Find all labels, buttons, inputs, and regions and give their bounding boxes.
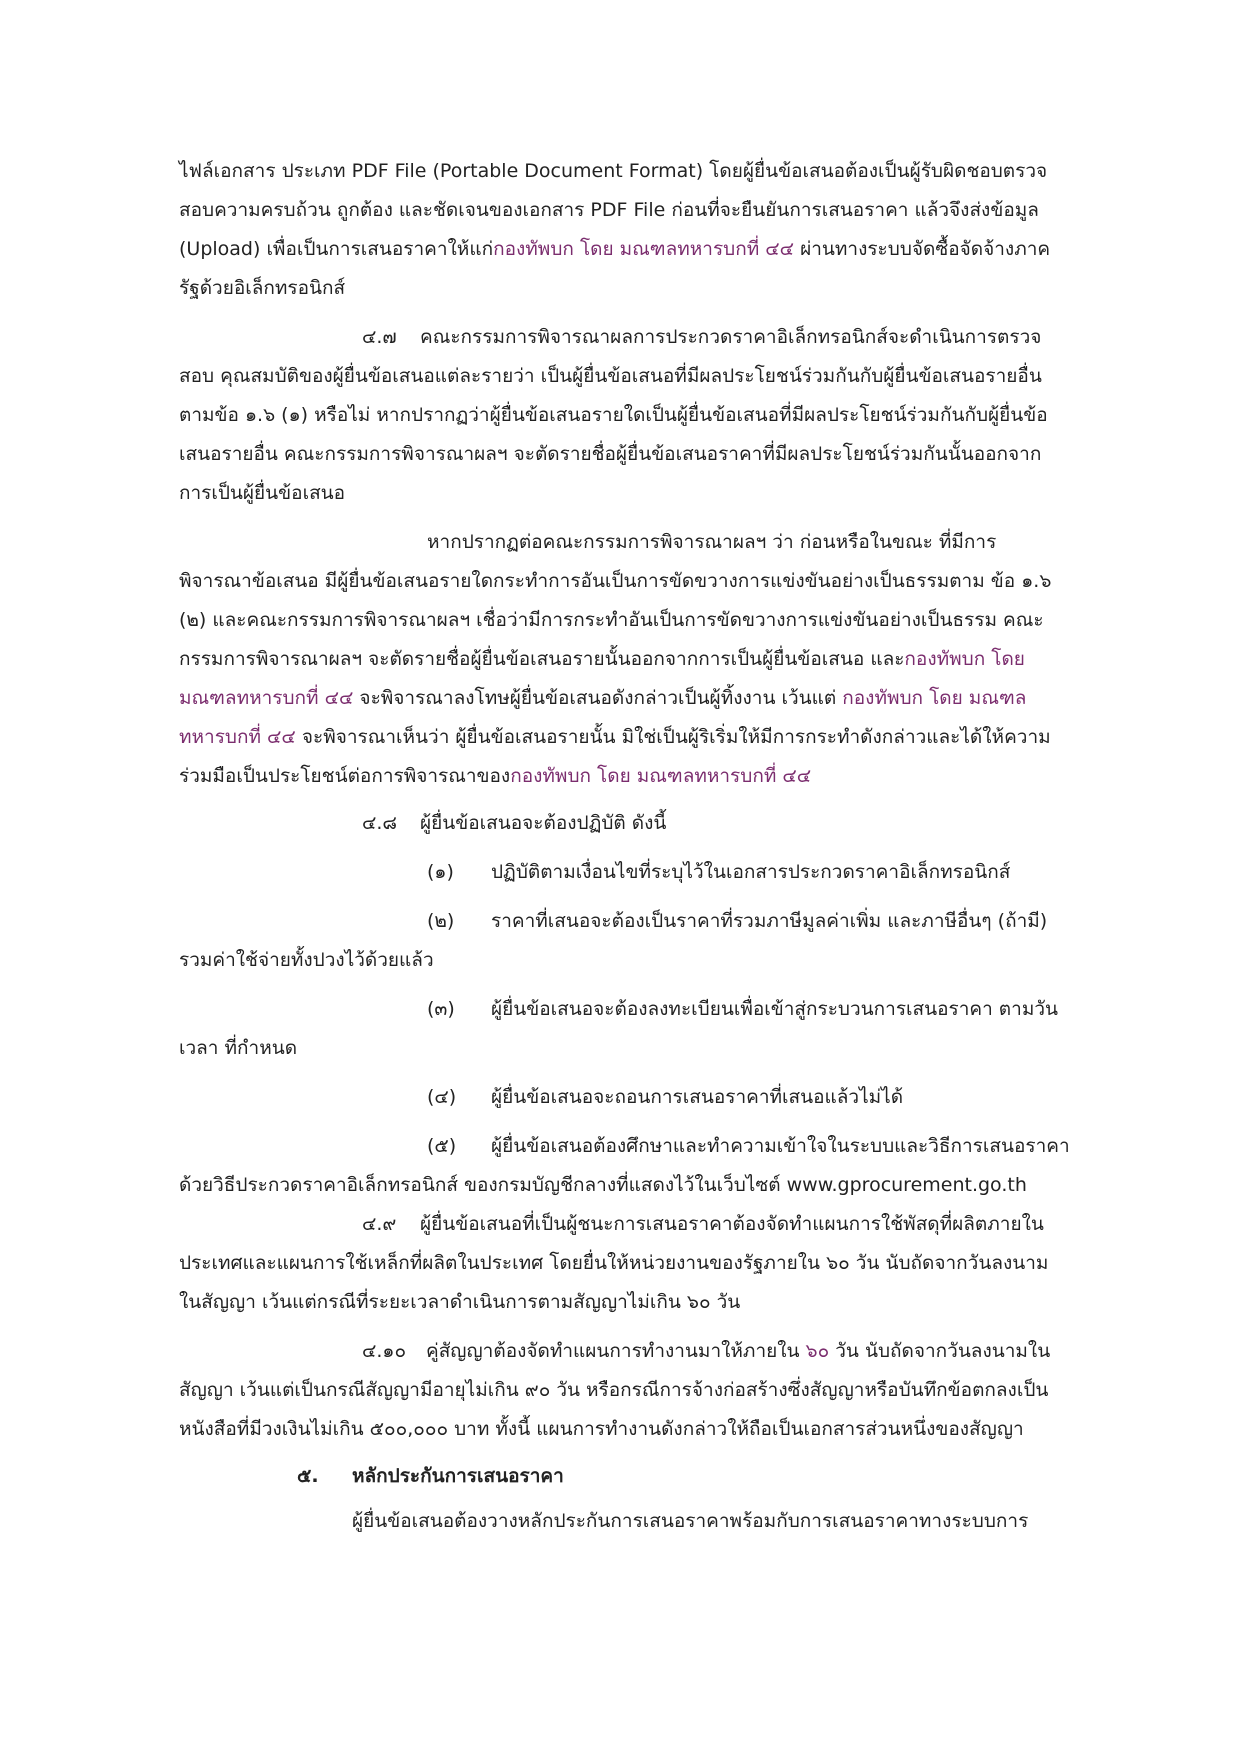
agency-name-highlight: มณฑลทหารบกที่ ๔๔	[179, 687, 354, 709]
list-item	[427, 994, 1107, 1024]
paragraph-line	[179, 644, 1099, 674]
list-item-continuation: ด้วยวิธีประกวดราคาอิเล็กทรอนิกส์ ของกรมบัญชีกลางที่แสดงไว้ในเว็บไซต์ www.gprocurement.go.th	[179, 1174, 1027, 1196]
paragraph-line: ตามข้อ ๑.๖ (๑) หรือไม่ หากปรากฏว่าผู้ยื่นข้อเสนอรายใดเป็นผู้ยื่นข้อเสนอที่มีผลประโยชน์ร่วมกันกับผู้ยื่นข้อ	[179, 404, 1048, 426]
clause-4-7-heading	[362, 322, 1102, 352]
list-item	[427, 857, 1107, 887]
paragraph-line	[179, 761, 1099, 791]
paragraph-line	[179, 234, 1099, 264]
paragraph-line: สอบ คุณสมบัติของผู้ยื่นข้อเสนอแต่ละรายว่า เป็นผู้ยื่นข้อเสนอที่มีผลประโยชน์ร่วมกันกับผู้ยื่นข้อเสนอรายอื่น	[179, 365, 1042, 387]
agency-name-highlight: กองทัพบก โดย	[904, 648, 1025, 670]
list-item-number: (๓)	[427, 998, 455, 1020]
paragraph-line: ผู้ยื่นข้อเสนอต้องวางหลักประกันการเสนอราคาพร้อมกับการเสนอราคาทางระบบการ	[352, 1510, 1029, 1532]
list-item-number: (๑)	[427, 861, 454, 883]
clause-number: ๔.๙	[362, 1213, 397, 1235]
clause-number: ๔.๘	[362, 812, 398, 834]
text-run: จะพิจารณาลงโทษผู้ยื่นข้อเสนอดังกล่าวเป็นผู้ทิ้งงาน เว้นแต่	[353, 687, 843, 709]
list-item-number: (๕)	[427, 1135, 457, 1157]
text-run: ร่วมมือเป็นประโยชน์ต่อการพิจารณาของ	[179, 765, 511, 787]
text-run: ผ่านทางระบบจัดซื้อจัดจ้างภาค	[794, 238, 1051, 260]
section-title: หลักประกันการเสนอราคา	[352, 1465, 564, 1487]
text-run: จะพิจารณาเห็นว่า ผู้ยื่นข้อเสนอรายนั้น มิใช่เป็นผู้ริเริ่มให้มีการกระทำดังกล่าวและได้ให้ความ	[295, 726, 1051, 748]
clause-4-8-heading	[362, 808, 1102, 838]
paragraph-line: รัฐด้วยอิเล็กทรอนิกส์	[179, 277, 346, 299]
text-run: วัน นับถัดจากวันลงนามใน	[829, 1340, 1051, 1362]
paragraph-line: หนังสือที่มีวงเงินไม่เกิน ๕๐๐,๐๐๐ บาท ทั้งนี้ แผนการทำงานดังกล่าวให้ถือเป็นเอกสารส่วนหนึ่งของสัญญา	[179, 1418, 1024, 1440]
list-item-text: ราคาที่เสนอจะต้องเป็นราคาที่รวมภาษีมูลค่าเพิ่ม และภาษีอื่นๆ (ถ้ามี)	[491, 910, 1048, 932]
clause-number: ๔.๑๐	[362, 1340, 407, 1362]
paragraph-line: สัญญา เว้นแต่เป็นกรณีสัญญามีอายุไม่เกิน ๙๐ วัน หรือกรณีการจ้างก่อสร้างซึ่งสัญญาหรือบันทึกข้อตกลงเป็น	[179, 1379, 1049, 1401]
paragraph-line: (๒) และคณะกรรมการพิจารณาผลฯ เชื่อว่ามีการกระทำอันเป็นการขัดขวางการแข่งขันอย่างเป็นธรรม คณะ	[179, 609, 1044, 631]
list-item-number: (๒)	[427, 910, 455, 932]
list-item	[427, 906, 1107, 936]
paragraph-line: พิจารณาข้อเสนอ มีผู้ยื่นข้อเสนอรายใดกระทำการอันเป็นการขัดขวางการแข่งขันอย่างเป็นธรรมตาม ข้อ ๑.๖	[179, 570, 1052, 592]
paragraph-line	[179, 722, 1099, 752]
list-item-text: ผู้ยื่นข้อเสนอต้องศึกษาและทำความเข้าใจในระบบและวิธีการเสนอราคา	[491, 1135, 1070, 1157]
section-5-heading	[297, 1461, 1097, 1491]
paragraph-line: ไฟล์เอกสาร ประเภท PDF File (Portable Document Format) โดยผู้ยื่นข้อเสนอต้องเป็นผู้รับผิดชอบตรวจ	[179, 160, 1048, 182]
clause-4-10-heading	[362, 1336, 1102, 1366]
paragraph-line: หากปรากฏต่อคณะกรรมการพิจารณาผลฯ ว่า ก่อนหรือในขณะ ที่มีการ	[427, 531, 997, 553]
text-run: ผู้ยื่นข้อเสนอจะต้องปฏิบัติ ดังนี้	[420, 812, 667, 834]
clause-4-9-heading	[362, 1209, 1102, 1239]
clause-number: ๔.๗	[362, 326, 397, 348]
list-item-continuation: เวลา ที่กำหนด	[179, 1037, 298, 1059]
text-run: ผู้ยื่นข้อเสนอที่เป็นผู้ชนะการเสนอราคาต้องจัดทำแผนการใช้พัสดุที่ผลิตภายใน	[420, 1213, 1044, 1235]
paragraph-line: เสนอรายอื่น คณะกรรมการพิจารณาผลฯ จะตัดรายชื่อผู้ยื่นข้อเสนอราคาที่มีผลประโยชน์ร่วมกันนั้นออกจาก	[179, 443, 1042, 465]
list-item-text: ปฏิบัติตามเงื่อนไขที่ระบุไว้ในเอกสารประกวดราคาอิเล็กทรอนิกส์	[491, 861, 1011, 883]
list-item-number: (๔)	[427, 1086, 457, 1108]
text-run: (Upload) เพื่อเป็นการเสนอราคาให้แก่	[179, 238, 494, 260]
text-run: คู่สัญญาต้องจัดทำแผนการทำงานมาให้ภายใน	[426, 1340, 806, 1362]
paragraph-line: สอบความครบถ้วน ถูกต้อง และชัดเจนของเอกสาร PDF File ก่อนที่จะยืนยันการเสนอราคา แล้วจึงส่งข้อมูล	[179, 199, 1039, 221]
list-item-continuation: รวมค่าใช้จ่ายทั้งปวงไว้ด้วยแล้ว	[179, 949, 434, 971]
section-number: ๕.	[297, 1465, 319, 1487]
paragraph-line: ประเทศและแผนการใช้เหล็กที่ผลิตในประเทศ โดยยื่นให้หน่วยงานของรัฐภายใน ๖๐ วัน นับถัดจากวันลงนาม	[179, 1252, 1049, 1274]
days-highlight: ๖๐	[805, 1340, 830, 1362]
list-item-text: ผู้ยื่นข้อเสนอจะต้องลงทะเบียนเพื่อเข้าสู่กระบวนการเสนอราคา ตามวัน	[491, 998, 1058, 1020]
agency-name-highlight: ทหารบกที่ ๔๔	[179, 726, 296, 748]
list-item-text: ผู้ยื่นข้อเสนอจะถอนการเสนอราคาที่เสนอแล้วไม่ได้	[491, 1086, 904, 1108]
agency-name-highlight: กองทัพบก โดย มณฑลทหารบกที่ ๔๔	[510, 765, 812, 787]
paragraph-line: ในสัญญา เว้นแต่กรณีที่ระยะเวลาดำเนินการตามสัญญาไม่เกิน ๖๐ วัน	[179, 1291, 741, 1313]
list-item	[427, 1082, 1107, 1112]
agency-name-highlight: กองทัพบก โดย มณฑล	[842, 687, 1027, 709]
text-run: คณะกรรมการพิจารณาผลการประกวดราคาอิเล็กทรอนิกส์จะดำเนินการตรวจ	[420, 326, 1042, 348]
agency-name-highlight: กองทัพบก โดย มณฑลทหารบกที่ ๔๔	[493, 238, 795, 260]
paragraph-line	[179, 683, 1099, 713]
list-item	[427, 1131, 1107, 1161]
paragraph-line: การเป็นผู้ยื่นข้อเสนอ	[179, 482, 346, 504]
text-run: กรรมการพิจารณาผลฯ จะตัดรายชื่อผู้ยื่นข้อเสนอรายนั้นออกจากการเป็นผู้ยื่นข้อเสนอ และ	[179, 648, 905, 670]
